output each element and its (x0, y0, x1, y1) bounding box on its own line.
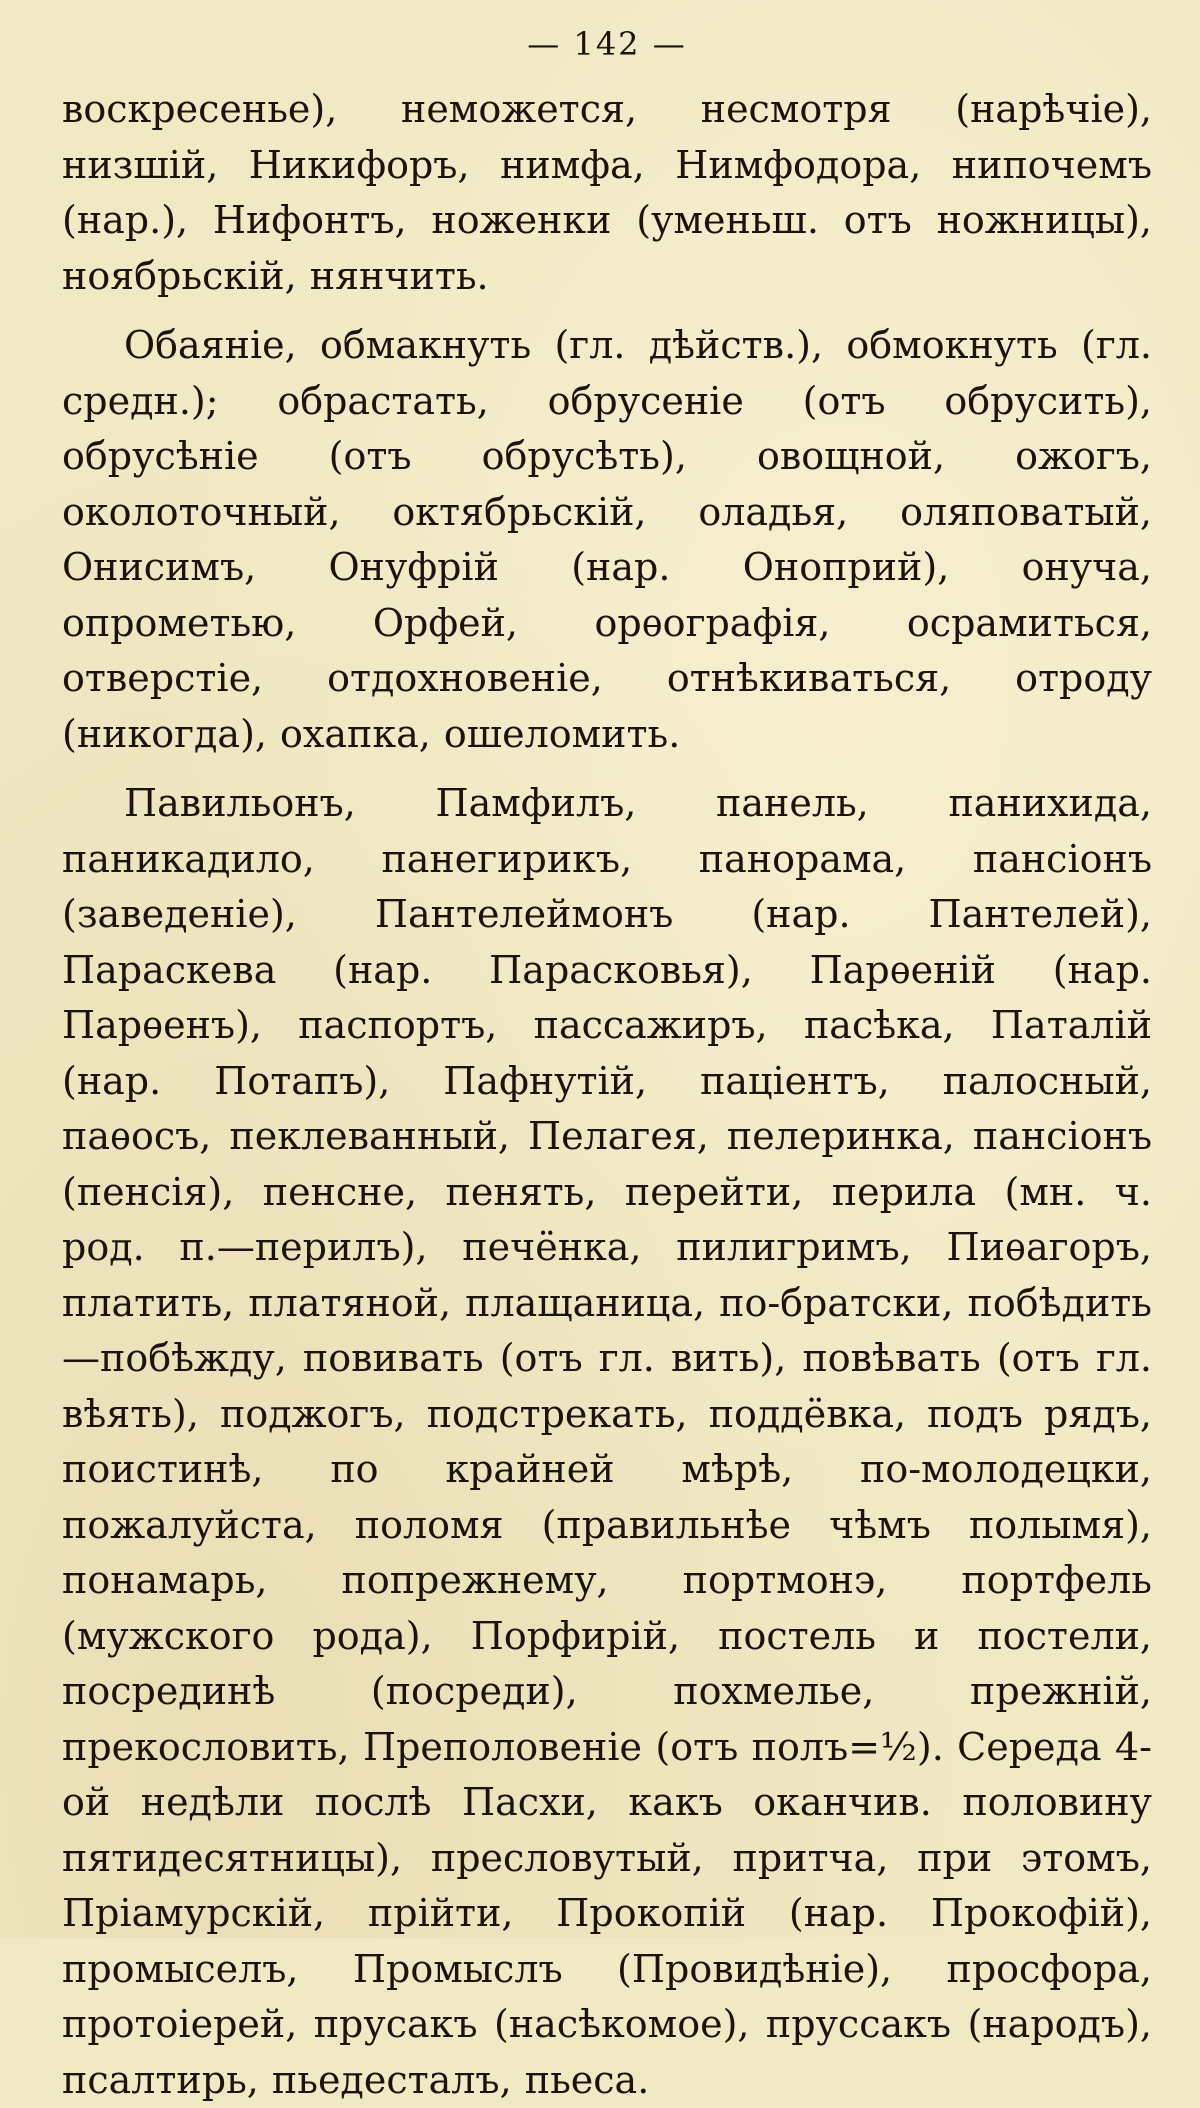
page-number: — 142 — (527, 25, 687, 63)
paragraph-n-words: воскресенье), неможется, несмотря (нарѣчіе), низшій, Никифоръ, нимфа, Нимфодора, нипочемъ (нар.), Нифонтъ, ноженки (уменьш. отъ ножницы), ноябрьскій, нянчить. (62, 87, 1152, 298)
paragraph-o-words: Обаяніе, обмакнуть (гл. дѣйств.), обмокнуть (гл. средн.); обрастать, обрусеніе (отъ обрусить), обрусѣніе (отъ обрусѣть), овощной, ожогъ, околоточный, октябрьскій, оладья, оляповатый, Онисимъ, Онуфрій (нар. Оноприй), онуча, опрометью, Орфей, орѳографія, осрамиться, отверстіе, отдохновеніе, отнѣкиваться, отроду (никогда), охапка, ошеломить. (62, 323, 1152, 756)
paragraph-p-words: Павильонъ, Памфилъ, панель, панихида, паникадило, панегирикъ, панорама, пансіонъ (заведеніе), Пантелеймонъ (нар. Пантелей), Параскева (нар. Парасковья), Парѳеній (нар. Парѳенъ), паспортъ, пассажиръ, пасѣка, Паталій (нар. Потапъ), Пафнутій, паціентъ, палосный, паѳосъ, пеклеванный, Пелагея, пелеринка, пансіонъ (пенсія), пенсне, пенять, перейти, перила (мн. ч. род. п.—перилъ), печёнка, пилигримъ, Пиѳагоръ, платить, платяной, плащаница, по-братски, побѣдить—побѣжду, повивать (отъ гл. вить), повѣвать (отъ гл. вѣять), поджогъ, подстрекать, поддёвка, подъ рядъ, поистинѣ, по крайней мѣрѣ, по-молодецки, пожалуйста, поломя (правильнѣе чѣмъ полымя), понамарь, попрежнему, портмонэ, портфель (мужского рода), Порфирій, постель и постели, посрединѣ (посреди), похмелье, прежній, прекословить, Преполовеніе (отъ полъ=½). Середа 4-ой недѣли послѣ Пасхи, какъ оканчив. половину пятидесятницы), пресловутый, притча, при этомъ, Пріамурскій, прійти, Прокопій (нар. Прокофій), промыселъ, Промыслъ (Провидѣніе), просфора, протоіерей, прусакъ (насѣкомое), пруссакъ (народъ), псалтирь, пьедесталъ, пьеса. (62, 781, 1152, 2102)
